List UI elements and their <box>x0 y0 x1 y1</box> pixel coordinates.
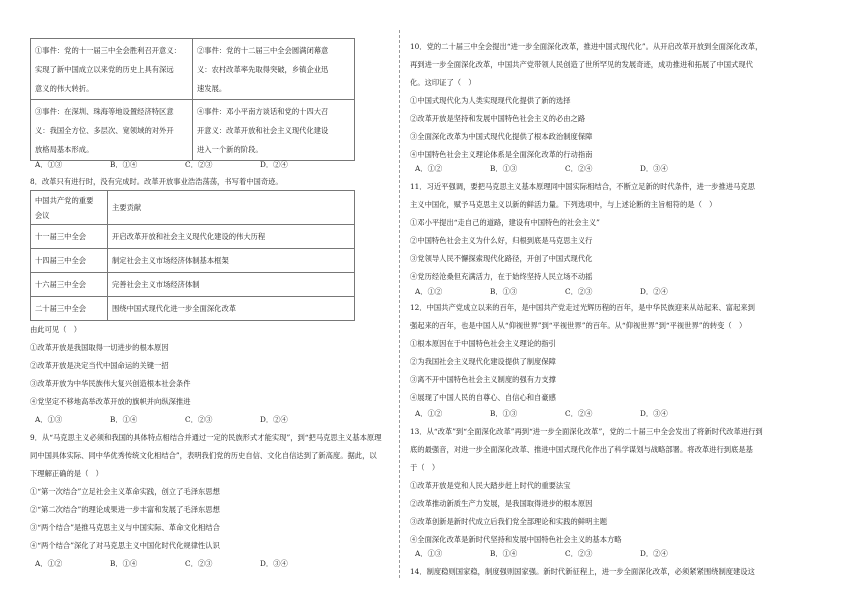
q7-cell-1 <box>31 39 193 100</box>
column-divider <box>399 30 400 578</box>
q7-cell-3-line: 义：我国全方位、多层次、宽领域的对外开 <box>35 125 174 135</box>
q10-stem-line: 再到进一步全面深化改革，中国共产党带领人民创造了世所罕见的发展奇迹，成功推进和拓展了中国式现代 <box>410 60 753 69</box>
q8-statement: ③改革开放为中华民族伟大复兴创造根本社会条件 <box>30 379 191 388</box>
q12-option-b[interactable]: B．①③ <box>490 409 518 418</box>
q7-cell-4-line: 开意义：改革开放和社会主义现代化建设 <box>197 125 329 135</box>
q13-statement: ②改革推动新质生产力发展，是我国取得进步的根本原因 <box>410 499 593 508</box>
q7-cell-1-line: 实现了新中国成立以来党的历史上具有深远 <box>35 64 174 74</box>
q10-statement: ④中国特色社会主义理论体系是全面深化改革的行动指南 <box>410 150 593 159</box>
q11-option-b[interactable]: B．①③ <box>490 287 518 296</box>
q10-option-b[interactable]: B．①③ <box>490 164 518 173</box>
q8-contribution-cell: 围绕中国式现代化进一步全面深化改革 <box>108 297 355 321</box>
q7-cell-2-line: ②事件：党的十二届三中全会圆满闭幕意 <box>197 45 329 55</box>
q7-cell-3 <box>31 100 193 161</box>
q9-statement: ①“第一次结合”立足社会主义革命实践，创立了毛泽东思想 <box>30 487 220 496</box>
q13-statement: ③改革创新是新时代成立后我们党全部理论和实践的鲜明主题 <box>410 517 608 526</box>
q11-option-c[interactable]: C．②③ <box>565 287 593 296</box>
q7-cell-1-line: ①事件：党的十一届三中全会胜利召开意义： <box>35 45 181 55</box>
q7-cell-4-line: 进入一个新的阶段。 <box>197 144 263 154</box>
q7-cell-3-line: 放格局基本形成。 <box>35 144 94 154</box>
q8-statement: ①改革开放是我国取得一切进步的根本原因 <box>30 343 169 352</box>
q8-header-line: 中国共产党的重要 <box>35 195 94 205</box>
q12-statement: ③离不开中国特色社会主义制度的强有力支撑 <box>410 375 556 384</box>
q10-option-d[interactable]: D．③④ <box>640 164 668 173</box>
q12-option-c[interactable]: C．②④ <box>565 409 593 418</box>
q11-option-a[interactable]: A．①② <box>415 287 443 296</box>
q11-statement: ③党领导人民不懈探索现代化路径，开创了中国式现代化 <box>410 254 593 263</box>
q12-statement: ①根本原因在于中国特色社会主义理论的指引 <box>410 339 556 348</box>
q11-stem-line: 主义中国化，赋予马克思主义以新的鲜活力量。下列选项中，与上述论断的主旨相符的是（ ） <box>410 200 717 209</box>
q8-meeting-cell: 十四届三中全会 <box>31 249 108 273</box>
q9-statement: ④“两个结合”深化了对马克思主义中国化时代化规律性认识 <box>30 541 220 550</box>
q8-option-a[interactable]: A．①③ <box>35 415 63 424</box>
q8-header-meeting <box>31 191 108 225</box>
q12-stem-line: 12．中国共产党成立以来的百年，是中国共产党走过光辉历程的百年，是中华民族迎来从站起来、富起来到 <box>410 303 755 312</box>
q12-option-a[interactable]: A．①② <box>415 409 443 418</box>
q8-meeting-table <box>30 190 355 321</box>
q8-option-c[interactable]: C．②③ <box>185 415 213 424</box>
q13-statement: ④全面深化改革是新时代坚持和发展中国特色社会主义的基本方略 <box>410 535 622 544</box>
q10-option-c[interactable]: C．②④ <box>565 164 593 173</box>
q12-stem-line: 强起来的百年，也是中国人从“仰视世界”到“平视世界”的百年。从“仰视世界”到“平视世界”的转变（ ） <box>410 321 747 330</box>
q8-line: 由此可见（ ） <box>30 325 82 334</box>
q13-option-c[interactable]: C．②③ <box>565 549 593 558</box>
q12-statement: ④展现了中国人民的自尊心、自信心和自豪感 <box>410 393 556 402</box>
q10-statement: ②改革开放是坚持和发展中国特色社会主义的必由之路 <box>410 114 586 123</box>
q12-statement: ②为我国社会主义现代化建设提供了制度保障 <box>410 357 556 366</box>
q13-stem-line: 于（ ） <box>410 463 440 472</box>
q7-event-table <box>30 38 355 161</box>
q8-option-d[interactable]: D．②④ <box>260 415 288 424</box>
q10-option-a[interactable]: A．①② <box>415 164 443 173</box>
q11-option-d[interactable]: D．②④ <box>640 287 668 296</box>
q13-stem-line: 13．从“改革”到“全面深化改革”再到“进一步全面深化改革”，党的二十届三中全会发出了将新时代改革进行到 <box>410 427 763 436</box>
q7-cell-2-line: 义：农村改革率先取得突破，乡镇企业迅 <box>197 64 329 74</box>
q13-option-a[interactable]: A．①③ <box>415 549 443 558</box>
q8-statement: ④党坚定不移地高举改革开放的旗帜并向纵深推进 <box>30 397 191 406</box>
q7-cell-3-line: ③事件：在深圳、珠海等地设置经济特区意 <box>35 106 174 116</box>
q7-option-d[interactable]: D．②④ <box>260 160 288 169</box>
q13-stem-line: 底的最强音，对进一步全面深化改革、推进中国式现代化作出了科学谋划与战略部署。将改革进行到底是基 <box>410 445 753 454</box>
q13-option-b[interactable]: B．①④ <box>490 549 518 558</box>
q8-header-line: 会议 <box>35 210 50 220</box>
q9-option-a[interactable]: A．①② <box>35 559 63 568</box>
q12-option-d[interactable]: D．③④ <box>640 409 668 418</box>
q10-statement: ①中国式现代化为人类实现现代化提供了新的选择 <box>410 96 571 105</box>
q8-header-contribution: 主要贡献 <box>108 191 355 225</box>
q8-contribution-cell: 完善社会主义市场经济体制 <box>108 273 355 297</box>
q8-meeting-cell: 二十届三中全会 <box>31 297 108 321</box>
q9-stem-line: 9．从“马克思主义必须和我国的具体特点相结合并通过一定的民族形式才能实现”，到“把马克思主义基本原理 <box>30 433 382 442</box>
q8-meeting-cell: 十六届三中全会 <box>31 273 108 297</box>
q13-option-d[interactable]: D．②④ <box>640 549 668 558</box>
q8-meeting-cell: 十一届三中全会 <box>31 225 108 249</box>
q9-option-c[interactable]: C．②③ <box>185 559 213 568</box>
q9-stem-line: 同中国具体实际、同中华优秀传统文化相结合”，表明我们党的历史自信、文化自信达到了新高度。据此，以 <box>30 451 377 460</box>
q13-statement: ①改革开放是党和人民大踏步赶上时代的重要法宝 <box>410 481 571 490</box>
q11-statement: ②中国特色社会主义为什么好，归根到底是马克思主义行 <box>410 236 593 245</box>
q7-option-b[interactable]: B．①④ <box>110 160 138 169</box>
q9-option-d[interactable]: D．③④ <box>260 559 288 568</box>
q9-statement: ③“两个结合”是推马克思主义与中国实际、革命文化相结合 <box>30 523 220 532</box>
q14-stem-line: 14．制度稳则国家稳，制度强则国家强。新时代新征程上，进一步全面深化改革，必须紧紧围绕制度建设这 <box>410 567 755 576</box>
q8-stem: 8．改革只有进行时，没有完成时。改革开放事业浩浩荡荡，书写着中国奇迹。 <box>30 177 283 186</box>
q9-statement: ②“第二次结合”的理论成果进一步丰富和发展了毛泽东思想 <box>30 505 220 514</box>
q10-statement: ③全面深化改革为中国式现代化提供了根本政治制度保障 <box>410 132 593 141</box>
q9-option-b[interactable]: B．①④ <box>110 559 138 568</box>
q7-cell-2-line: 速发展。 <box>197 83 227 93</box>
q10-stem-line: 10．党的二十届三中全会提出“进一步全面深化改革，推进中国式现代化”。从开启改革开放到全面深化改革， <box>410 42 763 51</box>
q7-cell-1-line: 意义的伟大转折。 <box>35 83 94 93</box>
q11-statement: ④党历经沧桑但充满活力，在于始终坚持人民立场不动摇 <box>410 272 593 281</box>
q7-option-c[interactable]: C．②③ <box>185 160 213 169</box>
q8-option-b[interactable]: B．①④ <box>110 415 138 424</box>
q9-stem-line: 下理解正确的是（ ） <box>30 469 103 478</box>
q7-cell-4 <box>193 100 355 161</box>
q7-cell-4-line: ④事件：邓小平南方谈话和党的十四大召 <box>197 106 329 116</box>
q7-option-a[interactable]: A．①③ <box>35 160 63 169</box>
q11-stem-line: 11．习近平强调，要把马克思主义基本原理同中国实际相结合，不断立足新的时代条件，进一步推进马克思 <box>410 182 755 191</box>
q8-contribution-cell: 制定社会主义市场经济体制基本框架 <box>108 249 355 273</box>
q11-statement: ①邓小平提出“走自己的道路，建设有中国特色的社会主义” <box>410 218 600 227</box>
q8-contribution-cell: 开启改革开放和社会主义现代化建设的伟大历程 <box>108 225 355 249</box>
q7-cell-2 <box>193 39 355 100</box>
q8-statement: ②改革开放是决定当代中国命运的关键一招 <box>30 361 169 370</box>
q10-stem-line: 化。这印证了（ ） <box>410 78 476 87</box>
